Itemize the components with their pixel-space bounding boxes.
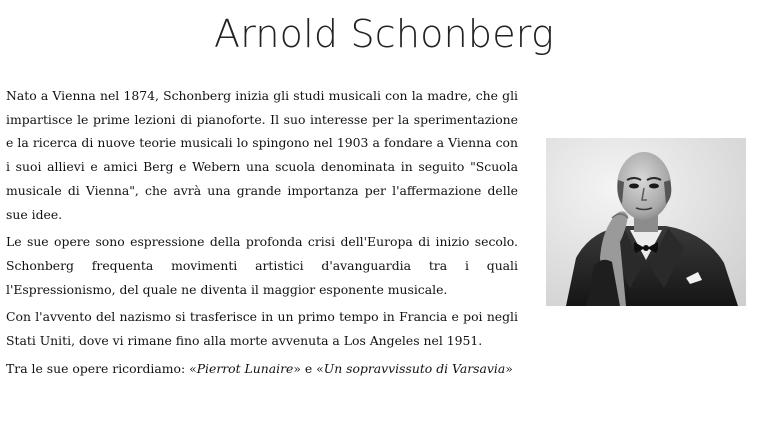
body-text: [6, 84, 518, 384]
works-intro: Tra le sue opere ricordiamo:: [6, 360, 190, 376]
work-title-sopravvissuto: Un sopravvissuto di Varsavia: [323, 360, 506, 376]
quote-close: »: [505, 360, 513, 376]
paragraph-works-context: Le sue opere sono espressione della profonda crisi dell'Europa di inizio secolo. Schonberg frequenta movimenti artistici d'avanguardia tra i quali l'Espressionismo, del quale ne diventa il maggior esponente musicale.: [6, 234, 518, 297]
paragraph-emigration: Con l'avvento del nazismo si trasferisce in un primo tempo in Francia e poi negli Stati Uniti, dove vi rimane fino alla morte avvenuta a Los Angeles nel 1951.: [6, 309, 518, 349]
work-title-pierrot: Pierrot Lunaire: [196, 360, 294, 376]
paragraph-notable-works: [6, 357, 518, 381]
quote-close: »: [293, 360, 301, 376]
quote-open: «: [189, 360, 197, 376]
quote-open: «: [316, 360, 324, 376]
slide-title: Arnold Schonberg: [214, 12, 554, 56]
works-conjunction: e: [300, 360, 317, 376]
paragraph-biography: Nato a Vienna nel 1874, Schonberg inizia gli studi musicali con la madre, che gli impartisce le prime lezioni di pianoforte. Il suo interesse per la sperimentazione e la ricerca di nuove teorie musicali lo spingono nel 1903 a fondare a Vienna con i suoi allievi e amici Berg e Webern una scuola denominata in seguito "Scuola musicale di Vienna", che avrà una grande importanza per l'affermazione delle sue idee.: [6, 88, 518, 222]
portrait-photo: [546, 138, 746, 306]
